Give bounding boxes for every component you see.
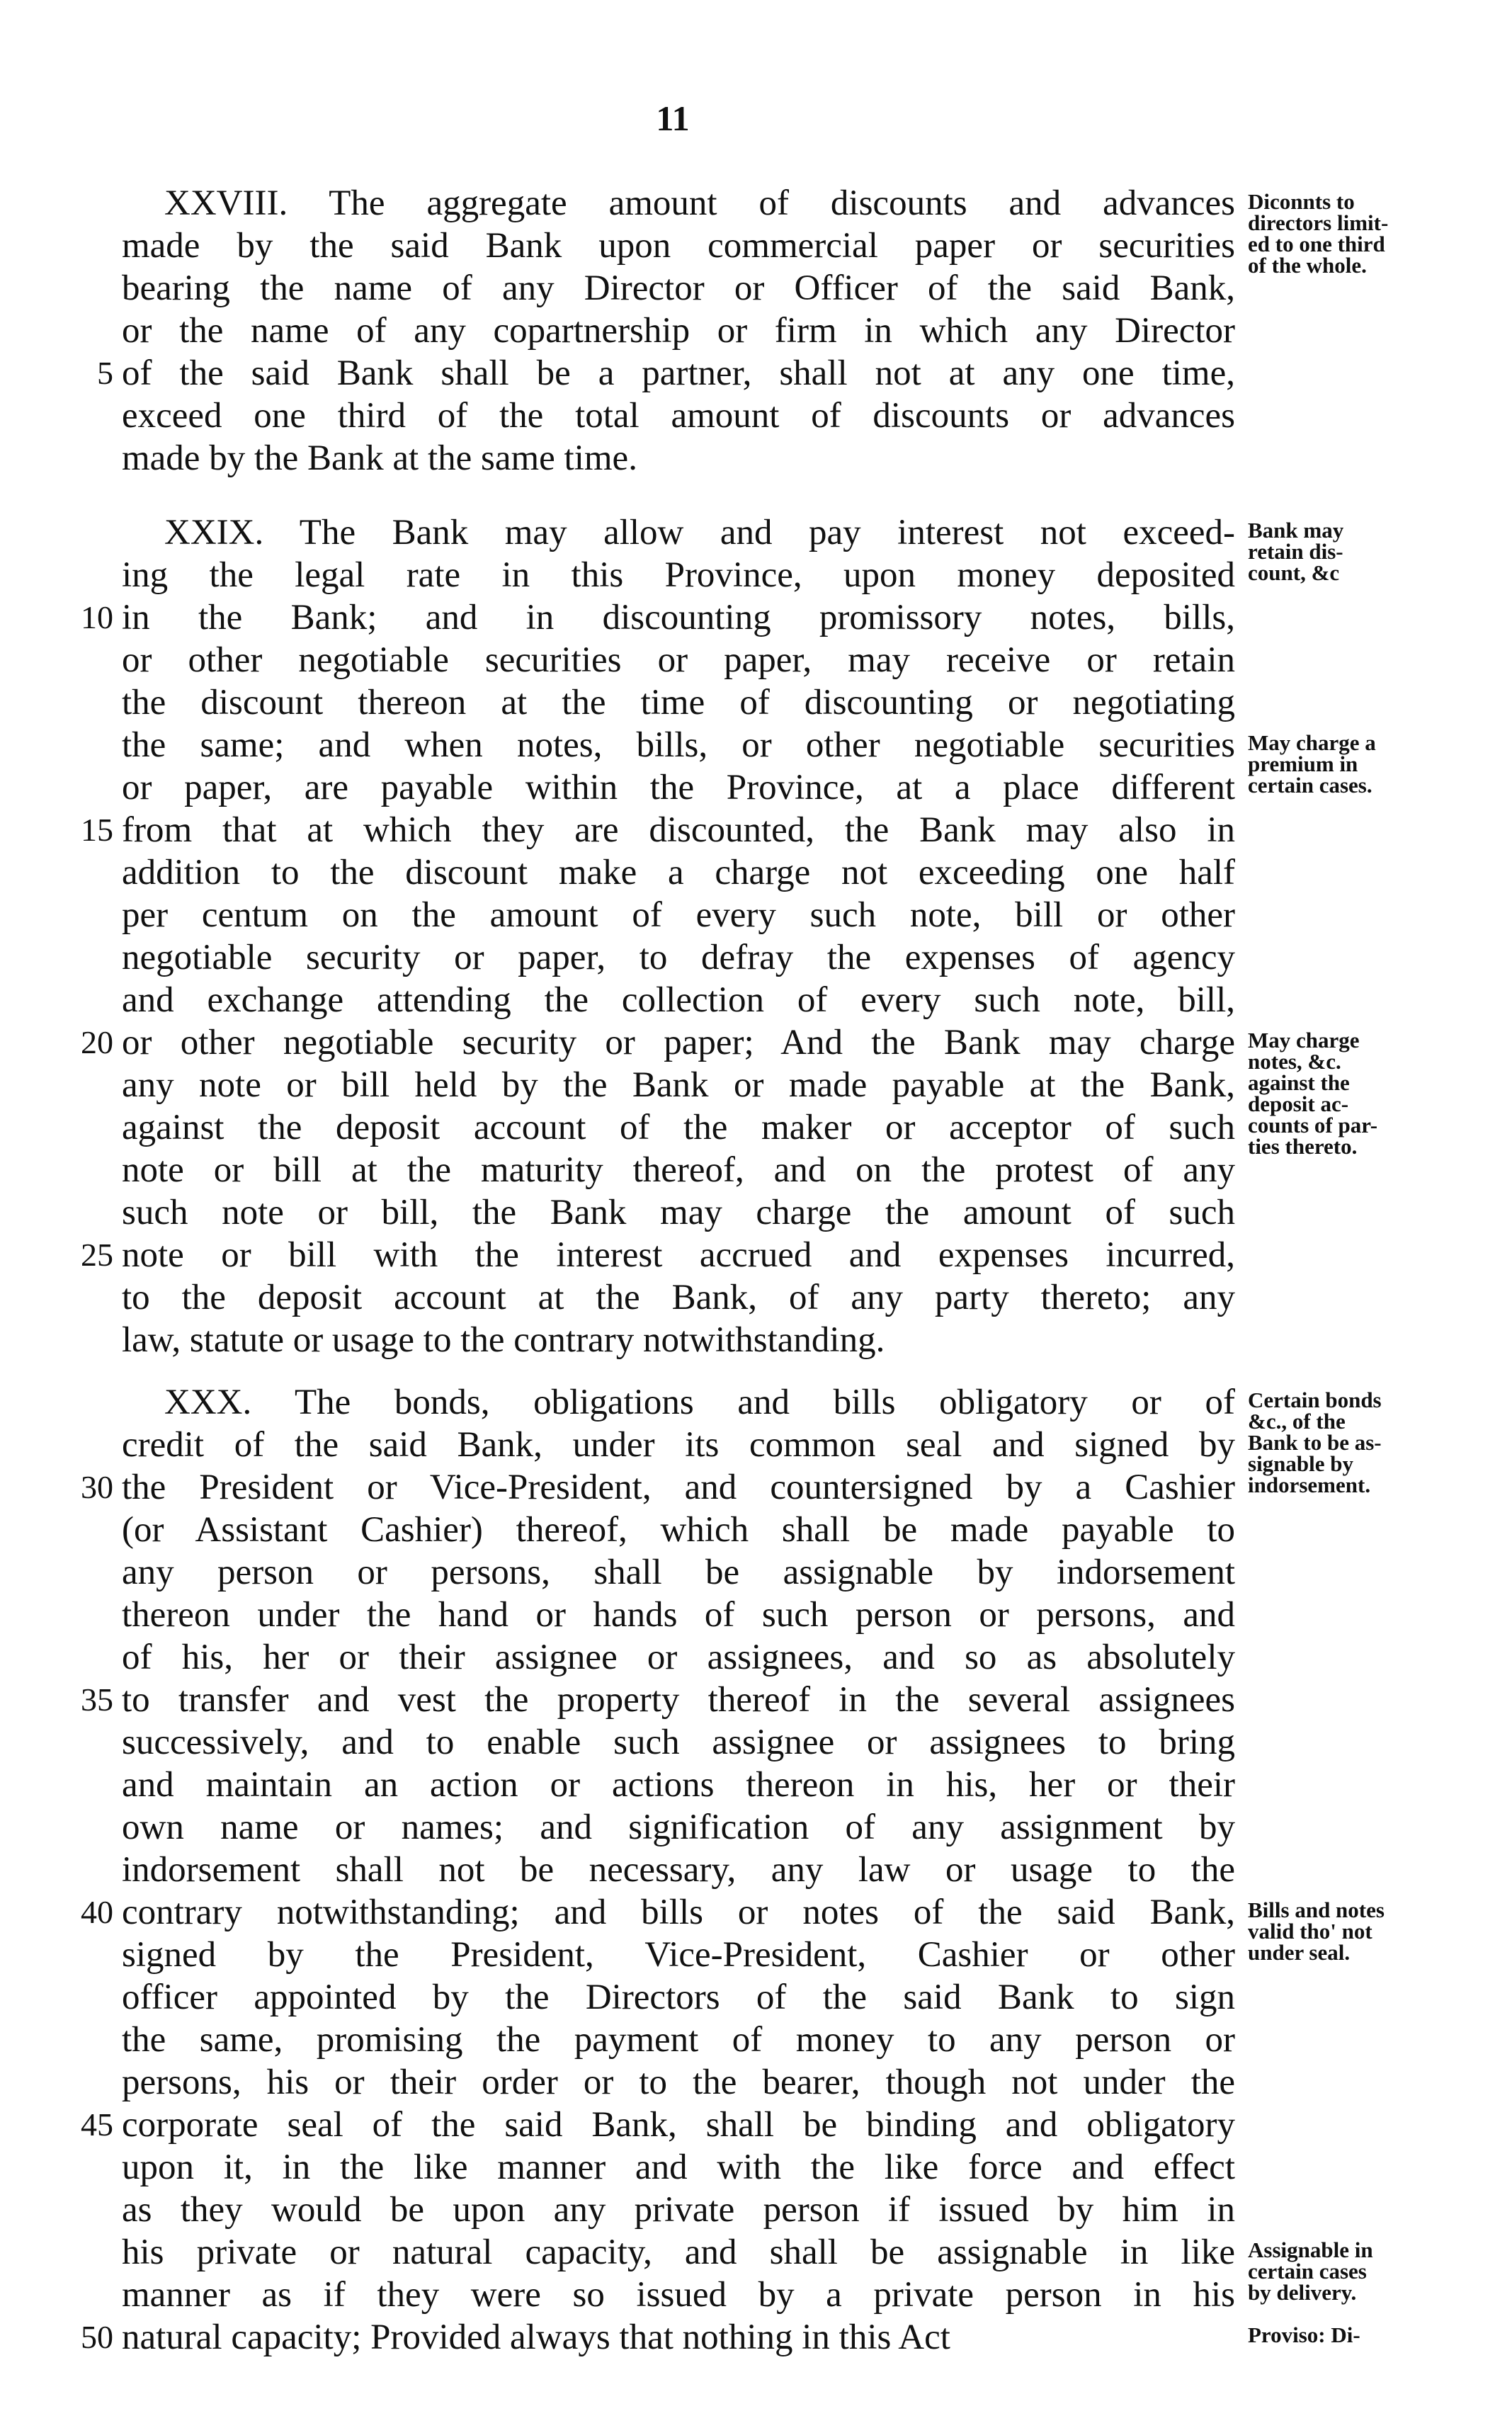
margin-note-premium — [1248, 732, 1439, 796]
line-number: 30 — [81, 1469, 113, 1505]
line-number: 40 — [81, 1894, 113, 1930]
body-line: as they would be upon any private person if issued by him in — [122, 2190, 1235, 2230]
note-line: Certain bonds — [1248, 1388, 1382, 1412]
note-line: &c., of the — [1248, 1409, 1346, 1434]
body-line: and maintain an action or actions thereon in his, her or their — [122, 1765, 1235, 1805]
body-line: upon it, in the like manner and with the like force and effect — [122, 2148, 1235, 2187]
note-line: by delivery. — [1248, 2280, 1357, 2305]
note-line: under seal. — [1248, 1940, 1351, 1965]
body-line: any person or persons, shall be assignable by indorsement — [122, 1553, 1235, 1592]
body-line: to transfer and vest the property thereof in the several assignees — [122, 1680, 1235, 1720]
note-line: directors limit- — [1248, 210, 1389, 235]
note-line: valid tho' not — [1248, 1919, 1372, 1944]
note-line: May charge a — [1248, 730, 1376, 755]
body-line: note or bill at the maturity thereof, and on the protest of any — [122, 1150, 1235, 1190]
body-line: of the said Bank shall be a partner, shall not at any one time, — [122, 353, 1235, 393]
note-line: signable by — [1248, 1451, 1354, 1476]
margin-note-bills-notes — [1248, 1897, 1439, 1965]
body-line: or other negotiable securities or paper, may receive or retain — [122, 640, 1235, 680]
margin-note-charge-notes — [1248, 1030, 1439, 1157]
margin-note-retain-discount — [1248, 520, 1439, 584]
body-line: of his, her or their assignee or assignees, and so as absolutely — [122, 1638, 1235, 1677]
body-line: the President or Vice-President, and countersigned by a Cashier — [122, 1468, 1235, 1507]
note-line: retain dis- — [1248, 539, 1343, 564]
body-line: XXIX. The Bank may allow and pay interest not exceed- — [164, 513, 1235, 552]
note-line: certain cases — [1248, 2259, 1367, 2284]
note-line: premium in — [1248, 751, 1358, 776]
body-line: persons, his or their order or to the bearer, though not under the — [122, 2063, 1235, 2102]
body-line: exceed one third of the total amount of discounts or advances — [122, 396, 1235, 436]
note-line: certain cases. — [1248, 773, 1372, 798]
line-number: 45 — [81, 2106, 113, 2143]
line-number: 50 — [81, 2319, 113, 2355]
body-line: or paper, are payable within the Province, at a place different — [122, 768, 1235, 807]
note-line: of the whole. — [1248, 253, 1367, 278]
note-line: ed to one third — [1248, 232, 1385, 256]
body-line: or other negotiable security or paper; And the Bank may charge — [122, 1023, 1235, 1062]
body-line: from that at which they are discounted, the Bank may also in — [122, 810, 1235, 850]
body-line: bearing the name of any Director or Officer of the said Bank, — [122, 268, 1235, 308]
body-line: corporate seal of the said Bank, shall be binding and obligatory — [122, 2105, 1235, 2145]
body-line: such note or bill, the Bank may charge the amount of such — [122, 1193, 1235, 1232]
body-line: note or bill with the interest accrued and expenses incurred, — [122, 1235, 1235, 1275]
body-line: law, statute or usage to the contrary notwithstanding. — [122, 1320, 885, 1360]
body-line: addition to the discount make a charge not exceeding one half — [122, 853, 1235, 892]
body-line: natural capacity; Provided always that nothing in this Act — [122, 2318, 950, 2357]
note-line: Proviso: Di- — [1248, 2322, 1360, 2347]
body-line: and exchange attending the collection of every such note, bill, — [122, 980, 1235, 1020]
body-line: officer appointed by the Directors of the said Bank to sign — [122, 1978, 1235, 2017]
body-line: successively, and to enable such assignee or assignees to bring — [122, 1723, 1235, 1762]
body-line: XXVIII. The aggregate amount of discounts and advances — [164, 183, 1235, 223]
body-line: ing the legal rate in this Province, upon money deposited — [122, 555, 1235, 595]
note-line: Bank to be as- — [1248, 1430, 1382, 1455]
note-line: ties thereto. — [1248, 1134, 1358, 1159]
page-number: 11 — [656, 98, 690, 138]
line-number: 5 — [97, 355, 113, 391]
body-line: signed by the President, Vice-President, Cashier or other — [122, 1935, 1235, 1975]
note-line: May charge — [1248, 1028, 1360, 1053]
body-line: or the name of any copartnership or firm in which any Director — [122, 311, 1235, 351]
body-line: credit of the said Bank, under its common seal and signed by — [122, 1425, 1235, 1465]
body-line: the same, promising the payment of money to any person or — [122, 2020, 1235, 2060]
body-line: own name or names; and signification of any assignment by — [122, 1808, 1235, 1847]
line-number: 15 — [81, 812, 113, 848]
note-line: counts of par- — [1248, 1113, 1378, 1138]
note-line: notes, &c. — [1248, 1049, 1341, 1074]
note-line: Bank may — [1248, 518, 1344, 543]
body-line: the same; and when notes, bills, or other negotiable securities — [122, 725, 1235, 765]
body-line: in the Bank; and in discounting promissory notes, bills, — [122, 598, 1235, 637]
note-line: Bills and notes — [1248, 1897, 1385, 1922]
line-number: 35 — [81, 1681, 113, 1718]
body-line: any note or bill held by the Bank or made payable at the Bank, — [122, 1065, 1235, 1105]
body-line: made by the said Bank upon commercial paper or securities — [122, 226, 1235, 266]
body-line: thereon under the hand or hands of such person or persons, and — [122, 1595, 1235, 1635]
body-line: (or Assistant Cashier) thereof, which shall be made payable to — [122, 1510, 1235, 1550]
line-number: 25 — [81, 1237, 113, 1273]
body-line: XXX. The bonds, obligations and bills obligatory or of — [164, 1383, 1235, 1422]
body-line: indorsement shall not be necessary, any law or usage to the — [122, 1850, 1235, 1890]
body-line: his private or natural capacity, and shall be assignable in like — [122, 2233, 1235, 2272]
body-line: negotiable security or paper, to defray the expenses of agency — [122, 938, 1235, 977]
body-line: the discount thereon at the time of discounting or negotiating — [122, 683, 1235, 722]
body-line: to the deposit account at the Bank, of any party thereto; any — [122, 1278, 1235, 1317]
body-line: manner as if they were so issued by a private person in his — [122, 2275, 1235, 2315]
note-line: deposit ac- — [1248, 1091, 1349, 1116]
note-line: count, &c — [1248, 560, 1340, 585]
margin-note-bonds — [1248, 1390, 1439, 1496]
margin-note-proviso — [1248, 2322, 1439, 2347]
note-line: Diconnts to — [1248, 189, 1355, 214]
margin-note-assignable — [1248, 2237, 1439, 2305]
note-line: against the — [1248, 1070, 1350, 1095]
note-line: Assignable in — [1248, 2237, 1373, 2262]
body-line: against the deposit account of the maker or acceptor of such — [122, 1108, 1235, 1147]
margin-note-discounts — [1248, 191, 1439, 276]
line-number: 20 — [81, 1024, 113, 1060]
line-number: 10 — [81, 599, 113, 635]
body-line: per centum on the amount of every such note, bill or other — [122, 895, 1235, 935]
body-line: made by the Bank at the same time. — [122, 438, 637, 478]
note-line: indorsement. — [1248, 1473, 1371, 1497]
body-line: contrary notwithstanding; and bills or notes of the said Bank, — [122, 1893, 1235, 1932]
